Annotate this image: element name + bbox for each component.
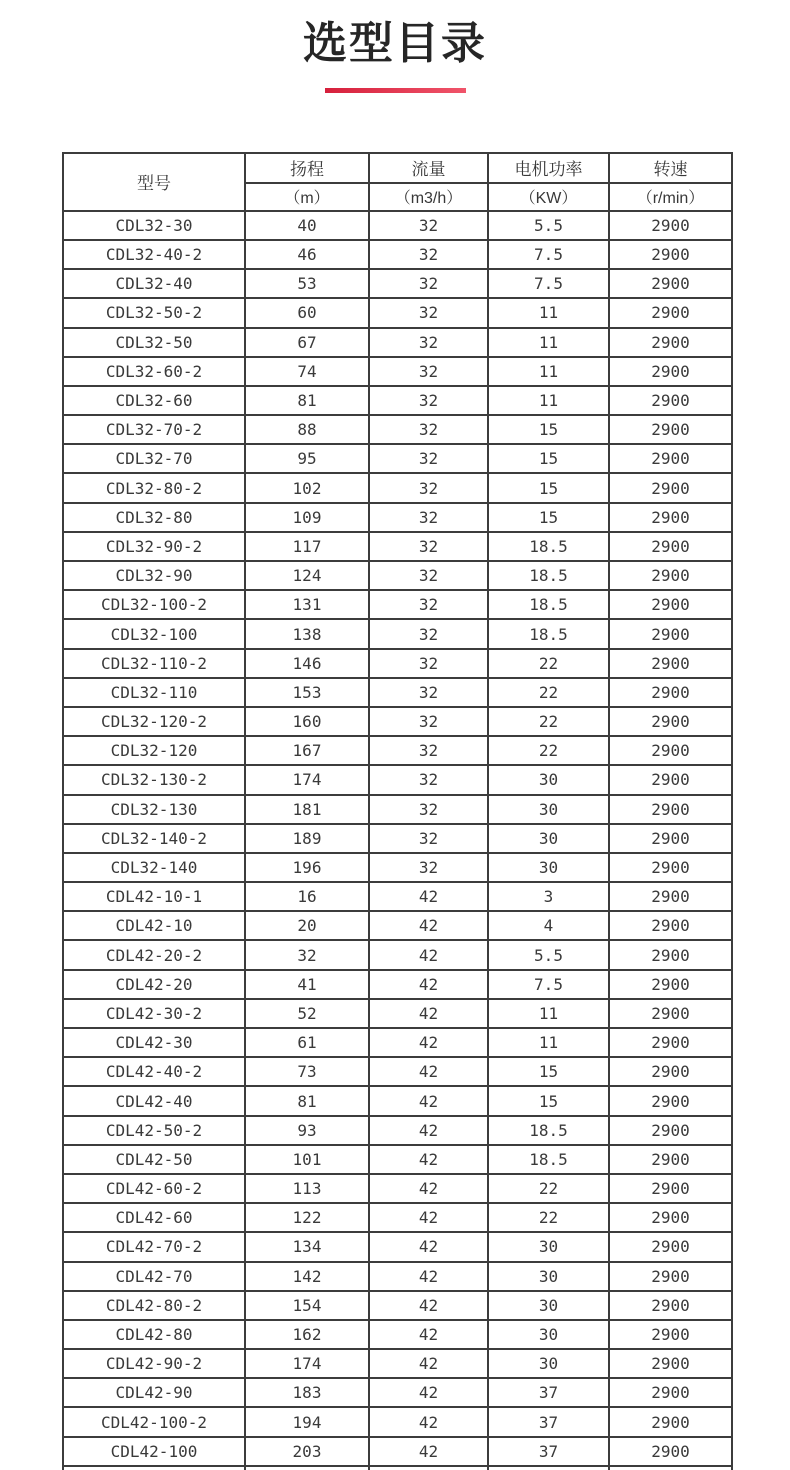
cell-head: 73 bbox=[245, 1057, 369, 1086]
cell-power: 30 bbox=[488, 1262, 609, 1291]
cell-power: 4 bbox=[488, 911, 609, 940]
table-row bbox=[63, 1057, 732, 1086]
cell-head: 20 bbox=[245, 911, 369, 940]
cell-flow: 42 bbox=[369, 882, 488, 911]
cell-head: 16 bbox=[245, 882, 369, 911]
cell-power: 22 bbox=[488, 1203, 609, 1232]
cell-head: 60 bbox=[245, 298, 369, 327]
cell-head: 95 bbox=[245, 444, 369, 473]
cell-power: 30 bbox=[488, 1349, 609, 1378]
column-header-model: 型号 bbox=[63, 153, 245, 211]
table-row bbox=[63, 795, 732, 824]
cell-model: CDL32-130-2 bbox=[63, 765, 245, 794]
table-row bbox=[63, 1145, 732, 1174]
cell-power: 18.5 bbox=[488, 1145, 609, 1174]
cell-speed: 2900 bbox=[609, 1174, 732, 1203]
cell-model: CDL32-110-2 bbox=[63, 649, 245, 678]
cell-power: 7.5 bbox=[488, 240, 609, 269]
cell-speed: 2900 bbox=[609, 795, 732, 824]
table-row bbox=[63, 678, 732, 707]
cell-flow: 42 bbox=[369, 999, 488, 1028]
cell-flow: 32 bbox=[369, 736, 488, 765]
cell-flow: 32 bbox=[369, 765, 488, 794]
cell-speed: 2900 bbox=[609, 765, 732, 794]
header-row-labels bbox=[63, 153, 732, 183]
table-header bbox=[63, 153, 732, 211]
cell-speed: 2900 bbox=[609, 736, 732, 765]
table-row bbox=[63, 619, 732, 648]
cell-speed: 2900 bbox=[609, 590, 732, 619]
cell-speed: 2900 bbox=[609, 1057, 732, 1086]
cell-speed: 2900 bbox=[609, 1437, 732, 1466]
cell-model: CDL32-100-2 bbox=[63, 590, 245, 619]
cell-model: CDL32-80-2 bbox=[63, 473, 245, 502]
cell-head: 174 bbox=[245, 765, 369, 794]
cell-power: 22 bbox=[488, 1174, 609, 1203]
column-unit-power: （KW） bbox=[488, 183, 609, 211]
cell-model: CDL32-30 bbox=[63, 211, 245, 240]
column-header-speed: 转速 bbox=[609, 153, 732, 183]
cell-speed: 2900 bbox=[609, 473, 732, 502]
cell-flow: 32 bbox=[369, 211, 488, 240]
cell-head: 40 bbox=[245, 211, 369, 240]
cell-power: 15 bbox=[488, 473, 609, 502]
cell-power: 11 bbox=[488, 298, 609, 327]
cell-head: 138 bbox=[245, 619, 369, 648]
cell-power: 30 bbox=[488, 1232, 609, 1261]
table-row bbox=[63, 824, 732, 853]
cell-model: CDL32-70-2 bbox=[63, 415, 245, 444]
cell-power: 22 bbox=[488, 707, 609, 736]
cell-flow: 42 bbox=[369, 1262, 488, 1291]
table-row bbox=[63, 444, 732, 473]
cell-head: 32 bbox=[245, 940, 369, 969]
table-row bbox=[63, 298, 732, 327]
cell-speed: 2900 bbox=[609, 853, 732, 882]
cell-power: 15 bbox=[488, 503, 609, 532]
cell-head: 81 bbox=[245, 386, 369, 415]
cell-head: 146 bbox=[245, 649, 369, 678]
cell-speed: 2900 bbox=[609, 678, 732, 707]
cell-power: 18.5 bbox=[488, 532, 609, 561]
cell-flow: 42 bbox=[369, 940, 488, 969]
cell-speed: 2900 bbox=[609, 240, 732, 269]
cell-speed: 2900 bbox=[609, 357, 732, 386]
table-row bbox=[63, 415, 732, 444]
cell-model: CDL42-20-2 bbox=[63, 940, 245, 969]
cell-power: 30 bbox=[488, 795, 609, 824]
table-row bbox=[63, 1320, 732, 1349]
cell-model: CDL42-90-2 bbox=[63, 1349, 245, 1378]
cell-model: CDL42-90 bbox=[63, 1378, 245, 1407]
table-row bbox=[63, 1262, 732, 1291]
cell-flow: 42 bbox=[369, 1174, 488, 1203]
cell-speed: 2900 bbox=[609, 503, 732, 532]
table-row bbox=[63, 649, 732, 678]
cell-model: CDL32-70 bbox=[63, 444, 245, 473]
title-accent-bar bbox=[325, 88, 466, 93]
cell-head: 131 bbox=[245, 590, 369, 619]
cell-model: CDL32-110 bbox=[63, 678, 245, 707]
column-header-head: 扬程 bbox=[245, 153, 369, 183]
cell-model: CDL32-80 bbox=[63, 503, 245, 532]
cell-speed: 2900 bbox=[609, 824, 732, 853]
cell-flow: 32 bbox=[369, 561, 488, 590]
cell-head: 102 bbox=[245, 473, 369, 502]
column-unit-head: （m） bbox=[245, 183, 369, 211]
cell-flow: 42 bbox=[369, 1116, 488, 1145]
cell-power: 37 bbox=[488, 1407, 609, 1436]
cell-model: CDL32-120-2 bbox=[63, 707, 245, 736]
cell-power: 15 bbox=[488, 1057, 609, 1086]
cell-power: 3 bbox=[488, 882, 609, 911]
cell-model: CDL42-50-2 bbox=[63, 1116, 245, 1145]
cell-speed: 2900 bbox=[609, 1232, 732, 1261]
cell-head: 162 bbox=[245, 1320, 369, 1349]
cell-power: 30 bbox=[488, 1291, 609, 1320]
cell-model: CDL32-60 bbox=[63, 386, 245, 415]
cell-flow: 32 bbox=[369, 386, 488, 415]
cell-flow: 32 bbox=[369, 503, 488, 532]
cell-model: CDL42-80 bbox=[63, 1320, 245, 1349]
cell-speed: 2900 bbox=[609, 649, 732, 678]
cell-head: 167 bbox=[245, 736, 369, 765]
cell-flow: 42 bbox=[369, 1378, 488, 1407]
column-unit-speed: （r/min） bbox=[609, 183, 732, 211]
cell-model: CDL32-40-2 bbox=[63, 240, 245, 269]
cell-flow: 32 bbox=[369, 473, 488, 502]
table-row bbox=[63, 386, 732, 415]
cell-model: CDL32-40 bbox=[63, 269, 245, 298]
cell-model: CDL42-30-2 bbox=[63, 999, 245, 1028]
cell-model: CDL42-100 bbox=[63, 1437, 245, 1466]
cell-model: CDL32-140-2 bbox=[63, 824, 245, 853]
cell-flow: 32 bbox=[369, 853, 488, 882]
cell-power: 18.5 bbox=[488, 1116, 609, 1145]
cell-flow: 32 bbox=[369, 240, 488, 269]
table-row bbox=[63, 736, 732, 765]
cell-flow: 32 bbox=[369, 269, 488, 298]
cell-head: 81 bbox=[245, 1086, 369, 1115]
cell-speed: 2900 bbox=[609, 1291, 732, 1320]
cell-speed: 2900 bbox=[609, 1320, 732, 1349]
cell-model: CDL32-90 bbox=[63, 561, 245, 590]
table-row bbox=[63, 999, 732, 1028]
table-body bbox=[63, 211, 732, 1466]
cell-model: CDL32-140 bbox=[63, 853, 245, 882]
table-row bbox=[63, 1407, 732, 1436]
cell-power: 11 bbox=[488, 1028, 609, 1057]
cell-power: 30 bbox=[488, 765, 609, 794]
cell-flow: 42 bbox=[369, 911, 488, 940]
table-row bbox=[63, 1086, 732, 1115]
cell-flow: 42 bbox=[369, 1349, 488, 1378]
column-header-flow: 流量 bbox=[369, 153, 488, 183]
cell-speed: 2900 bbox=[609, 707, 732, 736]
table-row bbox=[63, 1203, 732, 1232]
cell-speed: 2900 bbox=[609, 269, 732, 298]
cell-flow: 42 bbox=[369, 1086, 488, 1115]
cell-power: 30 bbox=[488, 853, 609, 882]
cell-model: CDL32-50 bbox=[63, 328, 245, 357]
cell-model: CDL42-80-2 bbox=[63, 1291, 245, 1320]
table-row bbox=[63, 1232, 732, 1261]
cell-speed: 2900 bbox=[609, 561, 732, 590]
table-row bbox=[63, 328, 732, 357]
cell-flow: 42 bbox=[369, 970, 488, 999]
cell-flow: 42 bbox=[369, 1437, 488, 1466]
cell-flow: 42 bbox=[369, 1145, 488, 1174]
cell-head: 181 bbox=[245, 795, 369, 824]
cell-head: 154 bbox=[245, 1291, 369, 1320]
cell-power: 22 bbox=[488, 736, 609, 765]
cell-flow: 42 bbox=[369, 1203, 488, 1232]
cell-model: CDL42-50 bbox=[63, 1145, 245, 1174]
cell-head: 117 bbox=[245, 532, 369, 561]
cell-power: 37 bbox=[488, 1378, 609, 1407]
cell-flow: 32 bbox=[369, 298, 488, 327]
cell-model: CDL42-70 bbox=[63, 1262, 245, 1291]
cell-model: CDL42-40-2 bbox=[63, 1057, 245, 1086]
cell-model: CDL32-120 bbox=[63, 736, 245, 765]
cell-head: 183 bbox=[245, 1378, 369, 1407]
cell-power: 11 bbox=[488, 999, 609, 1028]
cell-power: 22 bbox=[488, 649, 609, 678]
cell-head: 196 bbox=[245, 853, 369, 882]
table-row bbox=[63, 1174, 732, 1203]
table-row bbox=[63, 211, 732, 240]
cell-speed: 2900 bbox=[609, 1349, 732, 1378]
cell-head: 124 bbox=[245, 561, 369, 590]
cell-head: 74 bbox=[245, 357, 369, 386]
table-row-clipped bbox=[63, 1466, 732, 1470]
column-unit-flow: （m3/h） bbox=[369, 183, 488, 211]
table-row bbox=[63, 1116, 732, 1145]
cell-power: 7.5 bbox=[488, 269, 609, 298]
cell-speed: 2900 bbox=[609, 444, 732, 473]
table-row bbox=[63, 765, 732, 794]
cell-model: CDL32-100 bbox=[63, 619, 245, 648]
table-row bbox=[63, 853, 732, 882]
cell-power: 30 bbox=[488, 1320, 609, 1349]
cell-head: 88 bbox=[245, 415, 369, 444]
cell-speed: 2900 bbox=[609, 619, 732, 648]
cell-head: 109 bbox=[245, 503, 369, 532]
cell-speed: 2900 bbox=[609, 1086, 732, 1115]
table-row bbox=[63, 357, 732, 386]
cell-head: 122 bbox=[245, 1203, 369, 1232]
cell-speed: 2900 bbox=[609, 1145, 732, 1174]
cell-speed: 2900 bbox=[609, 532, 732, 561]
cell-head: 113 bbox=[245, 1174, 369, 1203]
table-row bbox=[63, 1378, 732, 1407]
cell-power: 11 bbox=[488, 328, 609, 357]
cell-power: 18.5 bbox=[488, 561, 609, 590]
column-header-power: 电机功率 bbox=[488, 153, 609, 183]
page-title: 选型目录 bbox=[303, 19, 487, 68]
cell-model: CDL42-10-1 bbox=[63, 882, 245, 911]
cell-power: 11 bbox=[488, 386, 609, 415]
cell-speed: 2900 bbox=[609, 386, 732, 415]
table-row bbox=[63, 561, 732, 590]
cell-power: 15 bbox=[488, 444, 609, 473]
pump-selection-table bbox=[62, 152, 733, 1470]
cell-speed: 2900 bbox=[609, 1262, 732, 1291]
table-row bbox=[63, 503, 732, 532]
cell-flow: 42 bbox=[369, 1320, 488, 1349]
cell-head: 142 bbox=[245, 1262, 369, 1291]
cell-flow: 42 bbox=[369, 1232, 488, 1261]
cell-model: CDL42-10 bbox=[63, 911, 245, 940]
cell-head: 134 bbox=[245, 1232, 369, 1261]
cell-model: CDL42-30 bbox=[63, 1028, 245, 1057]
cell-model: CDL32-90-2 bbox=[63, 532, 245, 561]
cell-power: 18.5 bbox=[488, 590, 609, 619]
cell-head: 52 bbox=[245, 999, 369, 1028]
cell-flow: 42 bbox=[369, 1407, 488, 1436]
table-row bbox=[63, 882, 732, 911]
table-row bbox=[63, 473, 732, 502]
cell-speed: 2900 bbox=[609, 328, 732, 357]
table-row bbox=[63, 911, 732, 940]
cell-power: 15 bbox=[488, 415, 609, 444]
cell-head: 194 bbox=[245, 1407, 369, 1436]
cell-flow: 32 bbox=[369, 619, 488, 648]
cell-head: 67 bbox=[245, 328, 369, 357]
cell-power: 30 bbox=[488, 824, 609, 853]
cell-head: 203 bbox=[245, 1437, 369, 1466]
table-row bbox=[63, 532, 732, 561]
cell-speed: 2900 bbox=[609, 882, 732, 911]
cell-power: 5.5 bbox=[488, 940, 609, 969]
cell-flow: 32 bbox=[369, 795, 488, 824]
cell-flow: 32 bbox=[369, 590, 488, 619]
cell-speed: 2900 bbox=[609, 1028, 732, 1057]
cell-speed: 2900 bbox=[609, 415, 732, 444]
cell-head: 93 bbox=[245, 1116, 369, 1145]
table-row bbox=[63, 1437, 732, 1466]
cell-head: 160 bbox=[245, 707, 369, 736]
cell-power: 5.5 bbox=[488, 211, 609, 240]
cell-head: 153 bbox=[245, 678, 369, 707]
cell-speed: 2900 bbox=[609, 211, 732, 240]
cell-model: CDL42-70-2 bbox=[63, 1232, 245, 1261]
cell-flow: 32 bbox=[369, 824, 488, 853]
cell-head: 61 bbox=[245, 1028, 369, 1057]
table-row bbox=[63, 1028, 732, 1057]
table-row bbox=[63, 590, 732, 619]
cell-flow: 32 bbox=[369, 357, 488, 386]
table-row bbox=[63, 970, 732, 999]
table-row bbox=[63, 1291, 732, 1320]
table-row bbox=[63, 940, 732, 969]
cell-flow: 32 bbox=[369, 328, 488, 357]
cell-power: 7.5 bbox=[488, 970, 609, 999]
table-row bbox=[63, 269, 732, 298]
cell-power: 11 bbox=[488, 357, 609, 386]
table-row bbox=[63, 1349, 732, 1378]
cell-speed: 2900 bbox=[609, 1203, 732, 1232]
cell-flow: 32 bbox=[369, 444, 488, 473]
table-row bbox=[63, 707, 732, 736]
cell-flow: 32 bbox=[369, 532, 488, 561]
cell-head: 189 bbox=[245, 824, 369, 853]
cell-speed: 2900 bbox=[609, 1116, 732, 1145]
cell-power: 18.5 bbox=[488, 619, 609, 648]
cell-head: 174 bbox=[245, 1349, 369, 1378]
cell-power: 37 bbox=[488, 1437, 609, 1466]
cell-model: CDL32-60-2 bbox=[63, 357, 245, 386]
cell-head: 53 bbox=[245, 269, 369, 298]
cell-head: 41 bbox=[245, 970, 369, 999]
cell-model: CDL32-50-2 bbox=[63, 298, 245, 327]
cell-speed: 2900 bbox=[609, 1407, 732, 1436]
cell-flow: 32 bbox=[369, 649, 488, 678]
cell-model: CDL42-60 bbox=[63, 1203, 245, 1232]
cell-flow: 42 bbox=[369, 1057, 488, 1086]
cell-flow: 42 bbox=[369, 1028, 488, 1057]
cell-speed: 2900 bbox=[609, 298, 732, 327]
cell-power: 15 bbox=[488, 1086, 609, 1115]
cell-speed: 2900 bbox=[609, 911, 732, 940]
cell-model: CDL42-60-2 bbox=[63, 1174, 245, 1203]
cell-model: CDL32-130 bbox=[63, 795, 245, 824]
table-row bbox=[63, 240, 732, 269]
cell-speed: 2900 bbox=[609, 940, 732, 969]
cell-flow: 32 bbox=[369, 707, 488, 736]
cell-model: CDL42-20 bbox=[63, 970, 245, 999]
cell-speed: 2900 bbox=[609, 999, 732, 1028]
cell-model: CDL42-100-2 bbox=[63, 1407, 245, 1436]
table-clipped-row-container bbox=[63, 1466, 732, 1470]
cell-flow: 32 bbox=[369, 678, 488, 707]
cell-power: 22 bbox=[488, 678, 609, 707]
cell-speed: 2900 bbox=[609, 970, 732, 999]
cell-model: CDL42-40 bbox=[63, 1086, 245, 1115]
cell-head: 46 bbox=[245, 240, 369, 269]
cell-head: 101 bbox=[245, 1145, 369, 1174]
cell-speed: 2900 bbox=[609, 1378, 732, 1407]
cell-flow: 32 bbox=[369, 415, 488, 444]
cell-flow: 42 bbox=[369, 1291, 488, 1320]
